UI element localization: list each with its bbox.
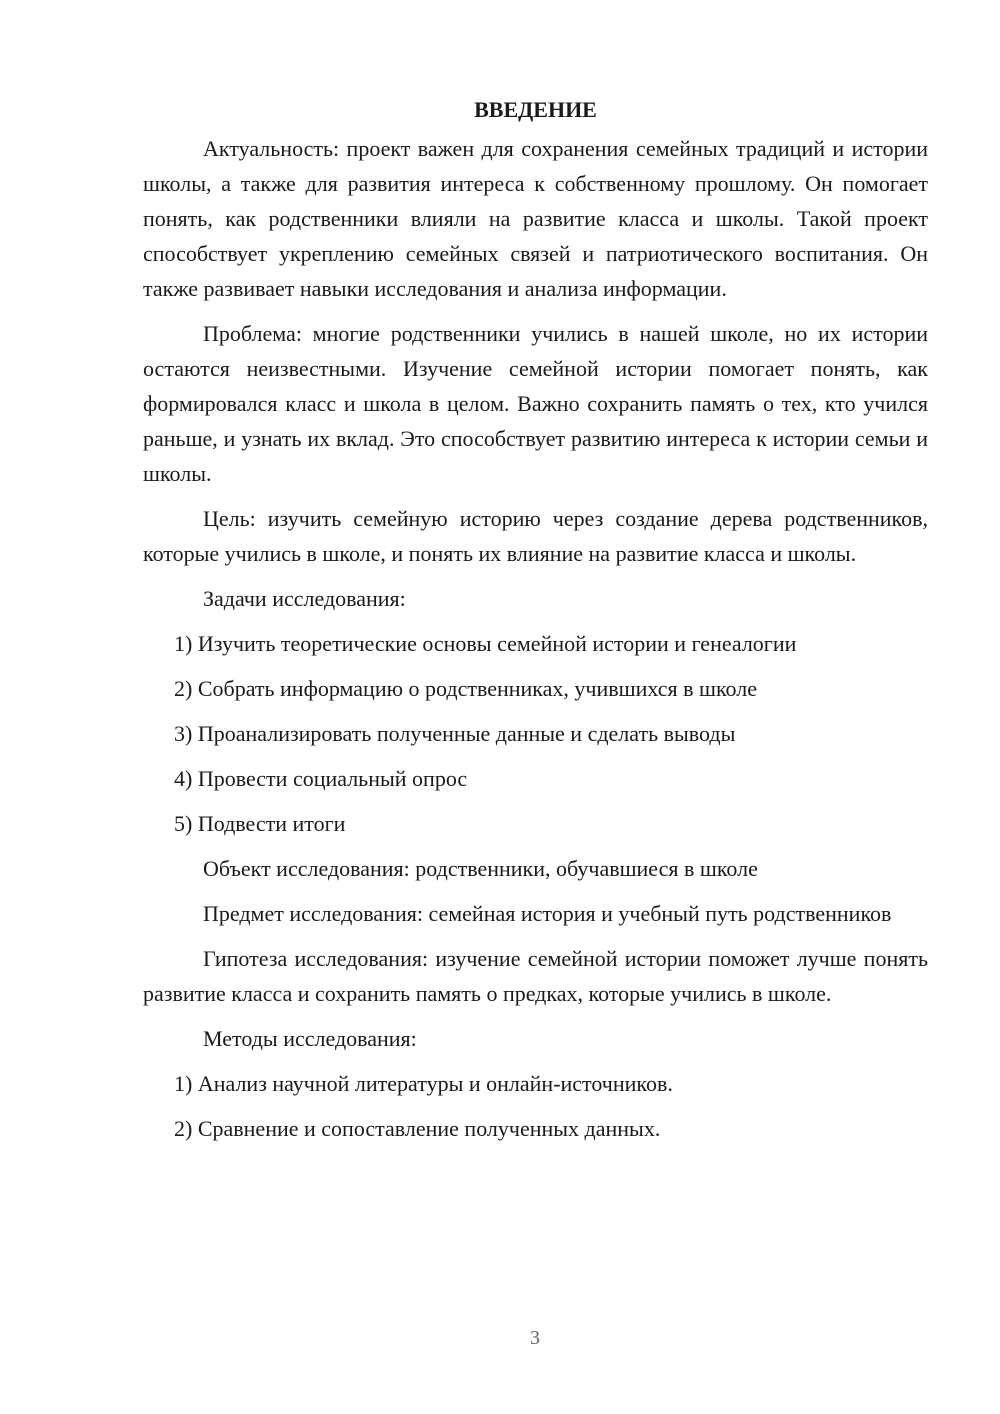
methods-list: [143, 1066, 928, 1146]
task-item-4: 4) Провести социальный опрос: [174, 766, 468, 791]
relevance-paragraph: Актуальность: проект важен для сохранения семейных традиций и истории школы, а также для развития интереса к собственному прошлому. Он помогает понять, как родственники влияли на развитие класса и школы. Такой проект способствует укреплению семейных связей и патриотического воспитания. Он также развивает навыки исследования и анализа информации.: [143, 136, 928, 301]
problem-paragraph: Проблема: многие родственники учились в нашей школе, но их истории остаются неизвестными. Изучение семейной истории помогает понять, как формировался класс и школа в целом. Важно сохранить память о тех, кто учился раньше, и узнать их вклад. Это способствует развитию интереса к истории семьи и школы.: [143, 321, 928, 486]
goal-paragraph: Цель: изучить семейную историю через создание дерева родственников, которые учились в школе, и понять их влияние на развитие класса и школы.: [143, 506, 928, 566]
task-item-2: 2) Собрать информацию о родственниках, учившихся в школе: [174, 676, 757, 701]
tasks-title: Задачи исследования:: [203, 586, 406, 611]
task-item-3: 3) Проанализировать полученные данные и сделать выводы: [174, 721, 736, 746]
hypothesis-paragraph: Гипотеза исследования: изучение семейной истории поможет лучше понять развитие класса и сохранить память о предках, которые учились в школе.: [143, 946, 928, 1006]
task-item-5: 5) Подвести итоги: [174, 811, 346, 836]
method-item-1: 1) Анализ научной литературы и онлайн-источников.: [174, 1071, 673, 1096]
task-item-1: 1) Изучить теоретические основы семейной истории и генеалогии: [174, 631, 797, 656]
document-page: [143, 92, 928, 1156]
subject-paragraph: Предмет исследования: семейная история и учебный путь родственников: [203, 901, 892, 926]
method-item-2: 2) Сравнение и сопоставление полученных данных.: [174, 1116, 661, 1141]
page-number: 3: [530, 1327, 540, 1349]
tasks-list: [143, 626, 928, 841]
object-line: Объект исследования: родственники, обучавшиеся в школе: [203, 856, 758, 881]
methods-title: Методы исследования:: [203, 1026, 417, 1051]
section-heading: ВВЕДЕНИЕ: [474, 97, 597, 122]
